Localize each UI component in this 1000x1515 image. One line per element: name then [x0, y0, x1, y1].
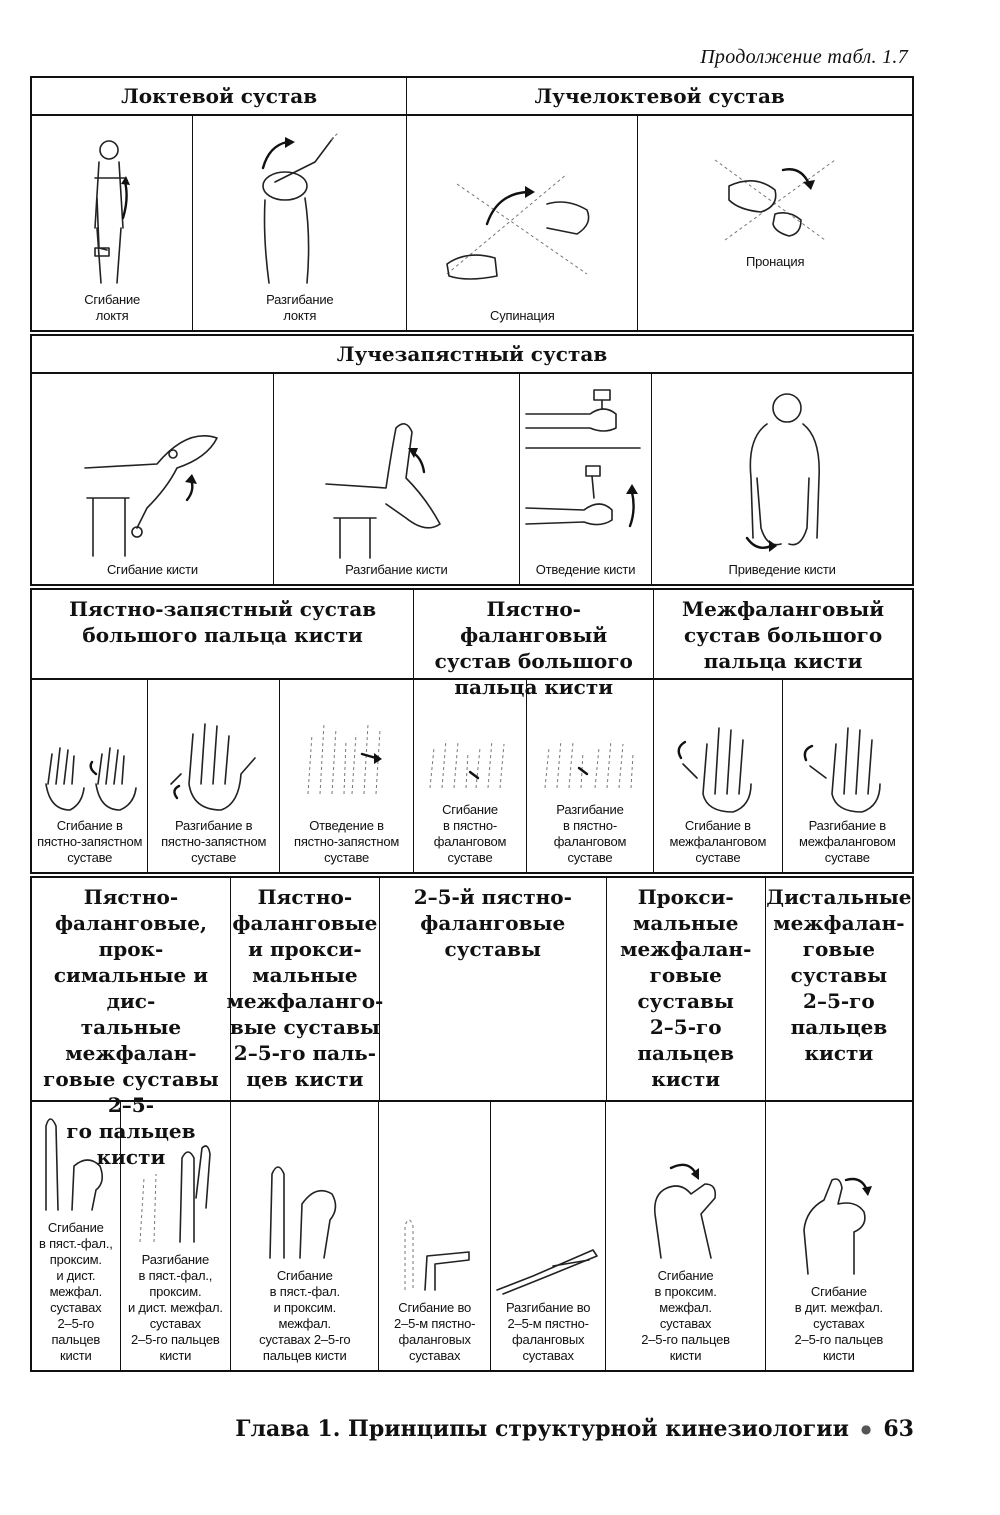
section-wrist [30, 334, 914, 586]
wrist-abduction-top-illustration [520, 378, 650, 454]
fingers-dip-flexion-illustration [784, 1170, 894, 1280]
thumb-cmc-abduction-illustration [292, 714, 402, 814]
figure-supination [407, 116, 638, 330]
fingers-pip-flexion-illustration [631, 1154, 741, 1264]
header-thumb-mcp-joint: Пястно-фаланговый сустав большого пальца кисти [414, 590, 654, 678]
thumb-cmc-extension-illustration [159, 714, 269, 814]
supination-illustration [437, 164, 607, 304]
header-elbow-joint: Локтевой сустав [32, 78, 407, 114]
header-fingers-all-joints: Пястно- фаланговые, прок- симальные и дис- тальные межфалан- говые суставы 2–5- го пальцев кисти [32, 878, 231, 1100]
chapter-title: Глава 1. Принципы структурной кинезиологии [235, 1416, 849, 1442]
figure-thumb-mcp-flexion [414, 680, 526, 872]
thumb-ip-flexion-illustration [663, 714, 773, 814]
figure-elbow-flexion [32, 116, 193, 330]
header-radioulnar-joint: Лучелоктевой сустав [534, 84, 785, 108]
caption-fingers-pip-flexion: Сгибание в проксим. межфал. суставах 2–5-го пальцев кисти [641, 1268, 730, 1363]
caption-wrist-flexion: Сгибание кисти [106, 562, 198, 577]
section-thumb [30, 588, 914, 874]
caption-fingers-all-flexion: Сгибание в пяст.-фал., проксим. и дист. межфал. суставах 2–5-го пальцев кисти [38, 1220, 113, 1363]
caption-fingers-mcp-extension: Разгибание во 2–5-м пястно- фаланговых суставах [505, 1300, 591, 1363]
caption-supination: Супинация [490, 308, 555, 323]
figure-fingers-mcp-pip-flexion [231, 1102, 379, 1370]
fingers-all-extension-illustration [130, 1138, 220, 1248]
figure-fingers-dip-flexion [766, 1102, 912, 1370]
wrist-flexion-illustration [77, 408, 227, 558]
continuation-label: Продолжение табл. 1.7 [700, 46, 908, 68]
header-fingers-dip: Дистальные межфалан- говые суставы 2–5-го пальцев кисти [766, 885, 912, 1065]
figure-thumb-cmc-abduction [280, 680, 414, 872]
caption-thumb-cmc-abduction: Отведение в пястно-запястном суставе [293, 818, 400, 865]
figure-thumb-ip-extension [783, 680, 912, 872]
figure-elbow-extension [193, 116, 407, 330]
caption-fingers-dip-flexion: Сгибание в дит. межфал. суставах 2–5-го пальцев кисти [794, 1284, 884, 1363]
caption-thumb-ip-extension: Разгибание в межфаланговом суставе [798, 818, 896, 865]
figure-fingers-mcp-extension [491, 1102, 606, 1370]
thumb-mcp-flexion-illustration [420, 728, 520, 798]
fingers-mcp-extension-illustration [493, 1236, 603, 1296]
page-number: 63 [883, 1416, 914, 1442]
figure-fingers-pip-flexion [606, 1102, 765, 1370]
figure-fingers-mcp-flexion [379, 1102, 491, 1370]
figure-wrist-flexion [32, 374, 274, 584]
thumb-ip-extension-illustration [792, 714, 902, 814]
pronation-illustration [705, 150, 845, 250]
caption-elbow-flexion: Сгибание локтя [84, 292, 141, 323]
caption-fingers-mcp-pip-flexion: Сгибание в пяст.-фал. и проксим. межфал. суставах 2–5-го пальцев кисти [259, 1268, 351, 1363]
figure-thumb-ip-flexion [654, 680, 782, 872]
header-fingers-mcp-pip: Пястно- фаланговые и прокси- мальные межфаланго- вые суставы 2–5-го паль- цев кисти [231, 878, 380, 1100]
fingers-all-flexion-illustration [36, 1106, 116, 1216]
figure-wrist-extension [274, 374, 520, 584]
caption-thumb-mcp-extension: Разгибание в пястно- фаланговом суставе [553, 802, 627, 865]
figure-thumb-cmc-flexion [32, 680, 148, 872]
wrist-abduction-bottom-illustration [520, 458, 650, 538]
caption-wrist-abduction: Отведение кисти [535, 562, 636, 577]
elbow-extension-illustration [245, 128, 355, 288]
separator-dot-icon: ● [860, 1422, 872, 1436]
caption-thumb-cmc-flexion: Сгибание в пястно-запястном суставе [37, 818, 143, 865]
wrist-extension-illustration [316, 408, 476, 558]
caption-thumb-cmc-extension: Разгибание в пястно-запястном суставе [161, 818, 267, 865]
caption-elbow-extension: Разгибание локтя [266, 292, 334, 323]
caption-fingers-all-extension: Разгибание в пяст.-фал., проксим. и дист. межфал. суставах 2–5-го пальцев кисти [127, 1252, 223, 1363]
figure-wrist-adduction [652, 374, 912, 584]
caption-wrist-extension: Разгибание кисти [345, 562, 448, 577]
wrist-adduction-illustration [727, 388, 837, 558]
thumb-mcp-extension-illustration [535, 728, 645, 798]
header-fingers-mcp: 2–5-й пястно- фаланговые суставы [380, 878, 607, 1100]
caption-thumb-mcp-flexion: Сгибание в пястно- фаланговом суставе [433, 802, 507, 865]
figure-wrist-abduction [520, 374, 652, 584]
section-elbow-radioulnar [30, 76, 914, 332]
fingers-mcp-pip-flexion-illustration [250, 1154, 360, 1264]
figure-thumb-cmc-extension [148, 680, 279, 872]
caption-pronation: Пронация [745, 254, 805, 269]
page-footer [235, 1416, 914, 1442]
header-fingers-pip: Прокси- мальные межфалан- говые суставы 2–5-го пальцев кисти [607, 878, 766, 1100]
caption-fingers-mcp-flexion: Сгибание во 2–5-м пястно- фаланговых суставах [394, 1300, 476, 1363]
header-thumb-ip-joint: Межфаланговый сустав большого пальца кисти [682, 597, 885, 673]
figure-fingers-all-flexion [32, 1102, 121, 1370]
figure-fingers-all-extension [121, 1102, 232, 1370]
elbow-flexion-illustration [77, 138, 147, 288]
thumb-cmc-flexion-illustration [38, 734, 142, 814]
header-thumb-cmc-joint: Пястно-запястный сустав большого пальца кисти [32, 590, 414, 678]
header-wrist-joint: Лучезапястный сустав [336, 342, 608, 366]
caption-thumb-ip-flexion: Сгибание в межфаланговом суставе [669, 818, 767, 865]
figure-thumb-mcp-extension [527, 680, 654, 872]
figure-pronation [638, 116, 912, 330]
section-fingers [30, 876, 914, 1372]
caption-wrist-adduction: Приведение кисти [728, 562, 836, 577]
fingers-mcp-flexion-illustration [385, 1206, 485, 1296]
